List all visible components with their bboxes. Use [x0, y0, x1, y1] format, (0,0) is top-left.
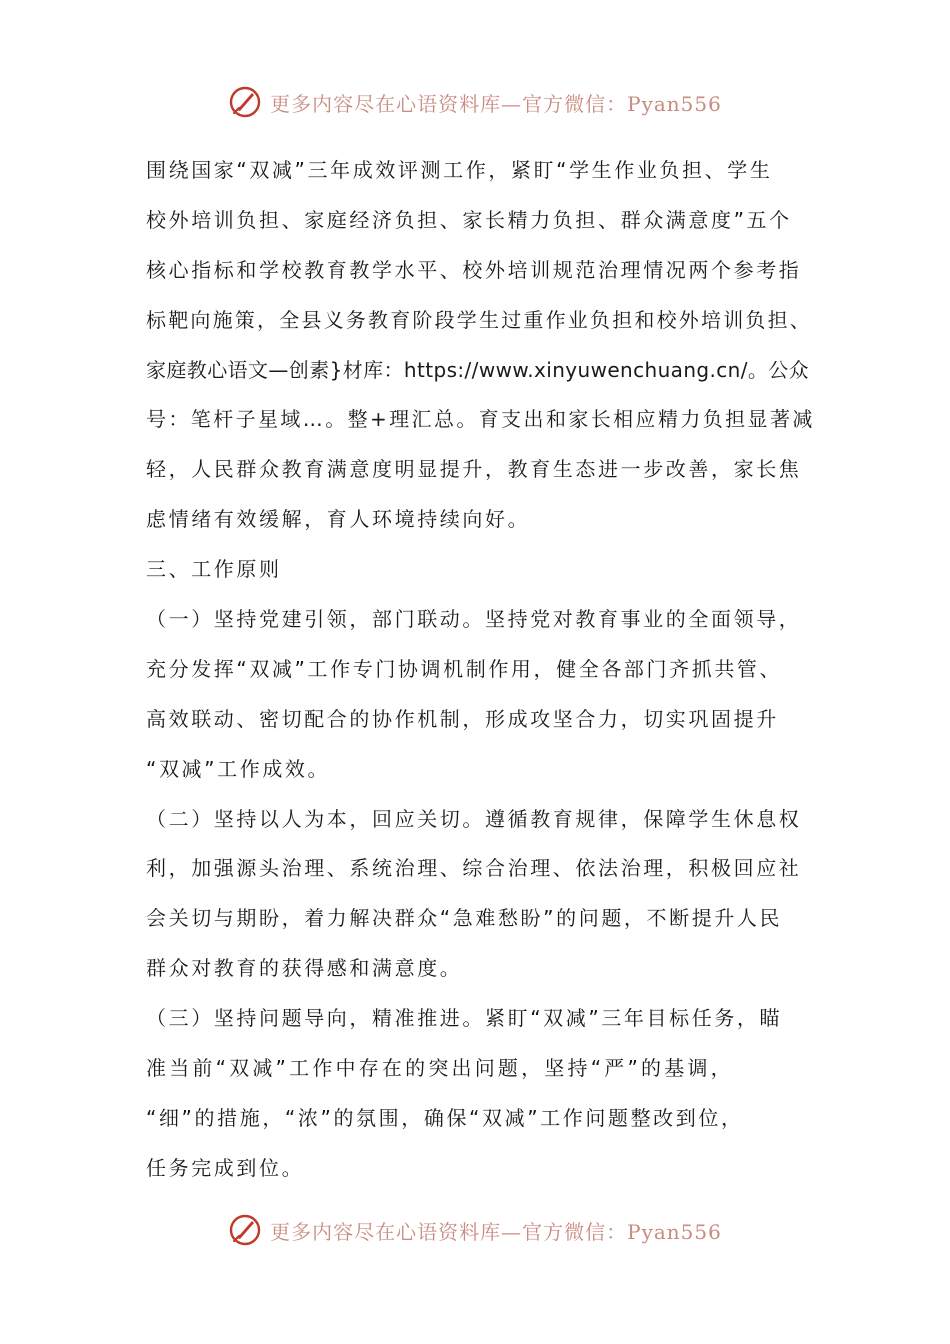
- text-line: 任务完成到位。: [146, 1155, 305, 1180]
- text-line: 核心指标和学校教育教学水平、校外培训规范治理情况两个参考指: [146, 257, 802, 282]
- quill-logo-icon: [228, 1213, 262, 1247]
- text-line: （二）坚持以人为本，回应关切。遵循教育规律，保障学生休息权: [146, 806, 802, 831]
- text-line: 轻，人民群众教育满意度明显提升，教育生态进一步改善，家长焦: [146, 457, 802, 482]
- text-line: 准当前“双减”工作中存在的突出问题，坚持“严”的基调，: [146, 1056, 734, 1081]
- text-line: “双减”工作成效。: [146, 756, 331, 781]
- text-line: 充分发挥“双减”工作专门协调机制作用，健全各部门齐抓共管、: [146, 656, 783, 681]
- header-watermark-banner: [0, 80, 950, 124]
- text-line: （三）坚持问题导向，精准推进。紧盯“双减”三年目标任务，瞄: [146, 1006, 783, 1031]
- text-line: 围绕国家“双减”三年成效评测工作，紧盯“学生作业负担、学生: [146, 158, 773, 182]
- text-line: 号：笔杆子星域…。整+理汇总。育支出和家长相应精力负担显著减: [146, 407, 815, 432]
- text-line: 标靶向施策，全县义务教育阶段学生过重作业负担和校外培训负担、: [146, 307, 812, 332]
- watermark-text: 更多内容尽在心语资料库—官方微信：Pyan556: [270, 91, 722, 116]
- quill-logo-icon: [228, 85, 262, 119]
- text-line: “细”的措施，“浓”的氛围，确保“双减”工作问题整改到位，: [146, 1105, 744, 1130]
- section-heading: 三、工作原则: [146, 557, 282, 582]
- text-line-with-link: 家庭教心语文—创素}材库：https://www.xinyuwenchuang.cn/。公众: [146, 357, 810, 382]
- text-line: 校外培训负担、家庭经济负担、家长精力负担、群众满意度”五个: [146, 207, 792, 232]
- text-line: 利，加强源头治理、系统治理、综合治理、依法治理，积极回应社: [146, 856, 802, 881]
- footer-watermark-banner: [0, 1208, 950, 1252]
- watermark-text: 更多内容尽在心语资料库—官方微信：Pyan556: [270, 1219, 722, 1244]
- text-line: （一）坚持党建引领，部门联动。坚持党对教育事业的全面领导，: [146, 607, 802, 632]
- document-body: [146, 146, 816, 1194]
- text-line: 虑情绪有效缓解，育人环境持续向好。: [146, 507, 531, 532]
- text-line: 会关切与期盼，着力解决群众“急难愁盼”的问题，不断提升人民: [146, 906, 783, 931]
- text-line: 高效联动、密切配合的协作机制，形成攻坚合力，切实巩固提升: [146, 706, 779, 731]
- text-line: 群众对教育的获得感和满意度。: [146, 956, 463, 981]
